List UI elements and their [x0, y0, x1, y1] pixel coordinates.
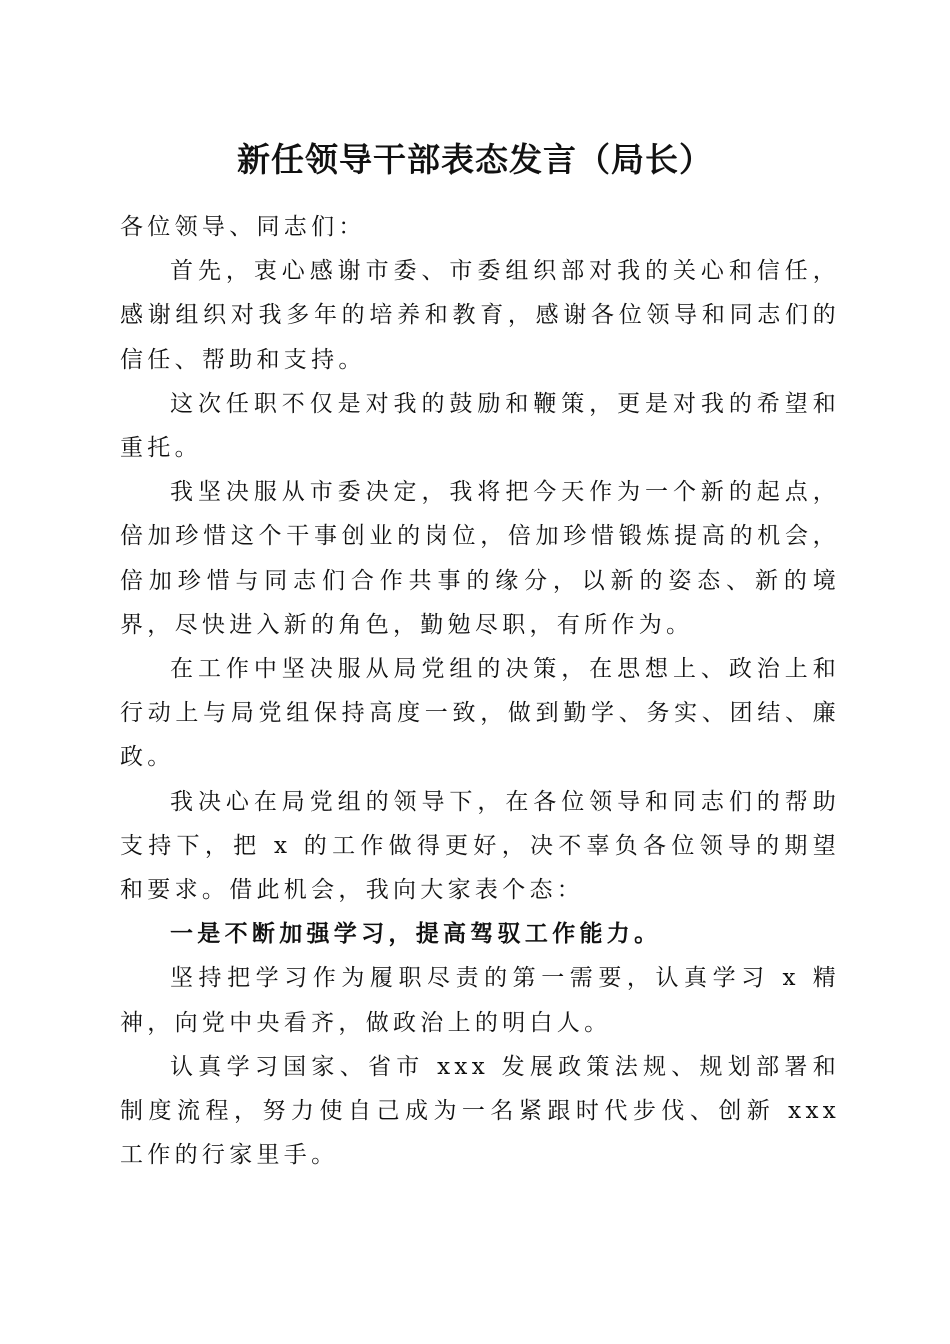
document-body: [120, 205, 840, 1177]
salutation: 各位领导、同志们：: [120, 214, 366, 240]
document-title: 新任领导干部表态发言（局长）: [237, 140, 713, 179]
section-heading-study: 一是不断加强学习，提高驾驭工作能力。: [170, 920, 662, 948]
paragraph-appointment: 这次任职不仅是对我的鼓励和鞭策，更是对我的希望和重托。: [120, 390, 840, 462]
paragraph-study-priority: 坚持把学习作为履职尽责的第一需要，认真学习 x 精神，向党中央看齐，做政治上的明白人。: [120, 965, 840, 1036]
paragraph-obedience: 在工作中坚决服从局党组的决策，在思想上、政治上和行动上与局党组保持高度一致，做到勤学、务实、团结、廉政。: [120, 656, 840, 771]
paragraph-commitment: 我坚决服从市委决定，我将把今天作为一个新的起点，倍加珍惜这个干事创业的岗位，倍加珍惜锻炼提高的机会，倍加珍惜与同志们合作共事的缘分，以新的姿态、新的境界，尽快进入新的角色，勤勉尽职，有所作为。: [120, 479, 840, 638]
paragraph-study-policy: 认真学习国家、省市 xxx 发展政策法规、规划部署和制度流程，努力使自己成为一名紧跟时代步伐、创新 xxx 工作的行家里手。: [120, 1053, 840, 1169]
paragraph-gratitude: 首先，衷心感谢市委、市委组织部对我的关心和信任，感谢组织对我多年的培养和教育，感谢各位领导和同志们的信任、帮助和支持。: [120, 258, 840, 373]
paragraph-resolve: 我决心在局党组的领导下，在各位领导和同志们的帮助支持下，把 x 的工作做得更好，决不辜负各位领导的期望和要求。借此机会，我向大家表个态：: [120, 788, 840, 904]
